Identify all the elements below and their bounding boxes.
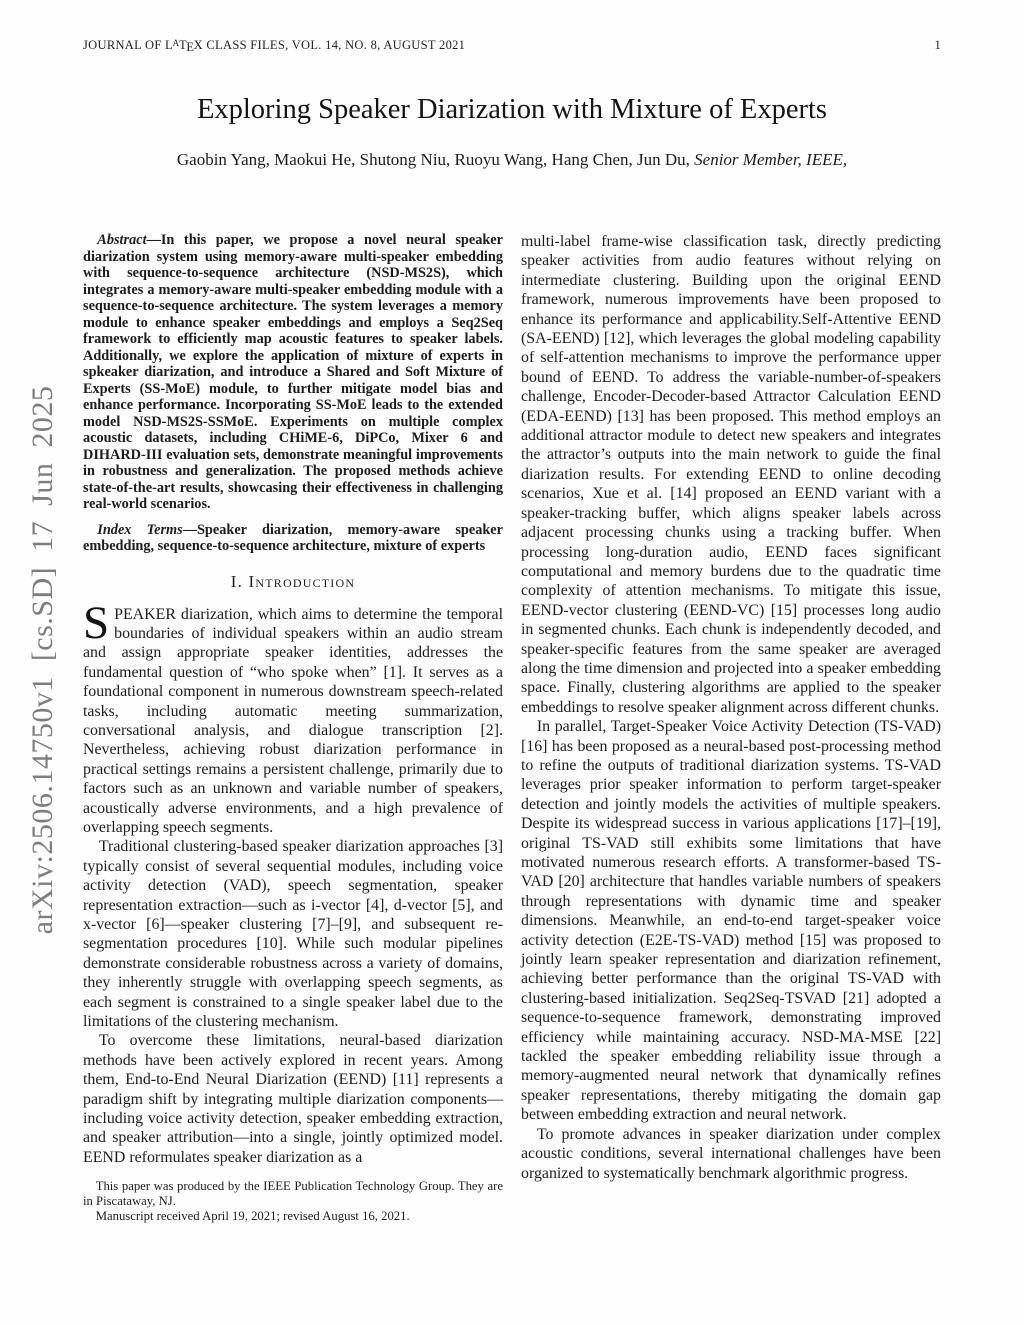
abstract [83,232,503,513]
page-number: 1 [934,38,941,52]
journal-header-post: CLASS FILES, VOL. 14, NO. 8, AUGUST 2021 [203,38,466,52]
body-paragraph-tsvad: In parallel, Target-Speaker Voice Activity Detection (TS-VAD) [16] has been proposed as a neural-based post-processing method to refine the outputs of traditional diarization systems. TS-VAD leverages prior speaker information to perform target-speaker detection and jointly models the activities of multiple speakers. Despite its widespread success in various applications [17]–[19], original TS-VAD still exhibits some limitations that have motivated numerous research efforts. A transformer-based TS-VAD [20] architecture that handles variable numbers of speakers through representations with dynamic time and speaker dimensions. Meanwhile, an end-to-end target-speaker voice activity detection (E2E-TS-VAD) method [15] was proposed to jointly learn speaker representation and diarization refinement, achieving better performance than the original TS-VAD with clustering-based initialization. Seq2Seq-TSVAD [21] adopted a sequence-to-sequence framework, demonstrating improved efficiency while maintaining accuracy. NSD-MA-MSE [22] tackled the speaker embedding reliability issue through a memory-augmented neural network that dynamically refines speaker representations, thereby mitigating the domain gap between embedding extraction and neural network. [521,718,941,1124]
intro-paragraph-1 [83,596,503,838]
arxiv-watermark: arXiv:2506.14750v1 [cs.SD] 17 Jun 2025 [26,385,59,935]
intro-paragraph-2: Traditional clustering-based speaker diarization approaches [3] typically consist of several sequential modules, including voice activity detection (VAD), speech segmentation, speaker representation extraction—such as i-vector [4], d-vector [5], and x-vector [6]—speaker clustering [7]–[9], and subsequent re-segmentation procedures [10]. While such modular pipelines demonstrate considerable robustness across a variety of domains, they inherently struggle with overlapping speech segments, as each segment is constrained to a single speaker label due to the limitations of the clustering mechanism. [83,838,503,1031]
intro-paragraph-1-text: PEAKER diarization, which aims to determine the temporal boundaries of individual speakers within an audio stream and assign appropriate speaker identities, addresses the fundamental question of “who spoke when” [1]. It serves as a foundational component in numerous downstream speech-related tasks, including automatic meeting summarization, conversational analysis, and dialogue transcription [2]. Nevertheless, achieving robust diarization performance in practical settings remains a persistent challenge, primarily due to factors such as an unknown and variable number of speakers, acoustically adverse environments, and a high prevalence of overlapping speech segments. [83,605,503,836]
body-paragraph-eend: multi-label frame-wise classification task, directly predicting speaker activities from audio features without relying on intermediate clustering. Building upon the original EEND framework, numerous improvements have been proposed to enhance its performance and applicability.Self-Attentive EEND (SA-EEND) [12], which leverages the global modeling capability of self-attention mechanisms to improve the performance upper bound of EEND. To address the variable-number-of-speakers challenge, Encoder-Decoder-based Attractor Calculation EEND (EDA-EEND) [13] has been proposed. This method employs an additional attractor module to detect new speakers and integrates the attractor’s outputs into the main network to guide the final diarization results. For extending EEND to online decoding scenarios, Xue et al. [14] proposed an EEND variant with a speaker-tracking buffer, which aligns speaker labels across adjacent processing chunks using a tracking buffer. When processing long-duration audio, EEND faces significant computational and memory burdens due to the quadratic time complexity of attention mechanisms. To mitigate this issue, EEND-vector clustering (EEND-VC) [15] processes long audio in segmented chunks. Each chunk is independently decoded, and speaker-specific features from the same speaker are averaged along the time dimension and projected into a speaker embedding space. Finally, clustering algorithms are applied to the speaker embeddings to resolve speaker alignment across different chunks. [521,233,941,716]
running-header [83,38,941,55]
right-column [521,232,941,1224]
footnote-line-2: Manuscript received April 19, 2021; revised August 16, 2021. [95,1209,410,1224]
intro-paragraph-3: To overcome these limitations, neural-based diarization methods have been actively explored in recent years. Among them, End-to-End Neural Diarization (EEND) [11] represents a paradigm shift by integrating multiple diarization components—including voice activity detection, speaker embedding extraction, and speaker attribution—into a single, jointly optimized model. EEND reformulates speaker diarization as a [83,1032,503,1166]
body-paragraph-challenges: To promote advances in speaker diarization under complex acoustic conditions, several international challenges have been organized to systematically benchmark algorithmic progress. [521,1125,941,1182]
author-names: Gaobin Yang, Maokui He, Shutong Niu, Ruoyu Wang, Hang Chen, Jun Du, [176,150,695,169]
latex-logo-x: X [193,38,203,52]
authors-line [0,150,1024,170]
index-terms-label: Index Terms [97,521,183,538]
section-heading-introduction: I. Introduction [230,571,356,591]
latex-logo-t: T [179,38,187,52]
latex-logo-a: A [172,38,180,49]
abstract-label: Abstract [97,232,147,248]
latex-logo-e: E [186,40,195,55]
abstract-text: —In this paper, we propose a novel neural speaker diarization system using memory-aware multi-speaker embedding with sequence-to-sequence architecture (NSD-MS2S), which integrates a memory-aware multi-speaker embedding module with a sequence-to-sequence architecture. The system leverages a memory module to enhance speaker embeddings and employs a Seq2Seq framework to efficiently map acoustic features to speaker labels. Additionally, we explore the application of mixture of experts in spkeaker diarization, and introduce a Shared and Soft Mixture of Experts (SS-MoE) module, to further mitigate model bias and enhance performance. Incorporating SS-MoE leads to the extended model NSD-MS2S-SSMoE. Experiments on multiple complex acoustic datasets, including CHiME-6, DiPCo, Mixer 6 and DIHARD-III evaluation sets, demonstrate meaningful improvements in robustness and generalization. The proposed methods achieve state-of-the-art results, showcasing their effectiveness in challenging real-world scenarios. [83,232,503,512]
author-membership: Senior Member, IEEE, [694,150,848,169]
paper-title: Exploring Speaker Diarization with Mixture of Experts [196,94,827,125]
footnote [83,1179,503,1224]
index-terms [83,522,503,555]
journal-header-pre: JOURNAL OF L [83,38,173,52]
two-column-body [83,232,941,1224]
drop-cap: S [83,596,110,649]
footnote-line-1: This paper was produced by the IEEE Publication Technology Group. They are in Piscataway, NJ. [83,1179,503,1209]
left-column [83,232,503,1224]
index-terms-text: —Speaker diarization, memory-aware speaker embedding, sequence-to-sequence architecture, mixture of experts [83,521,503,554]
journal-header [83,38,465,55]
